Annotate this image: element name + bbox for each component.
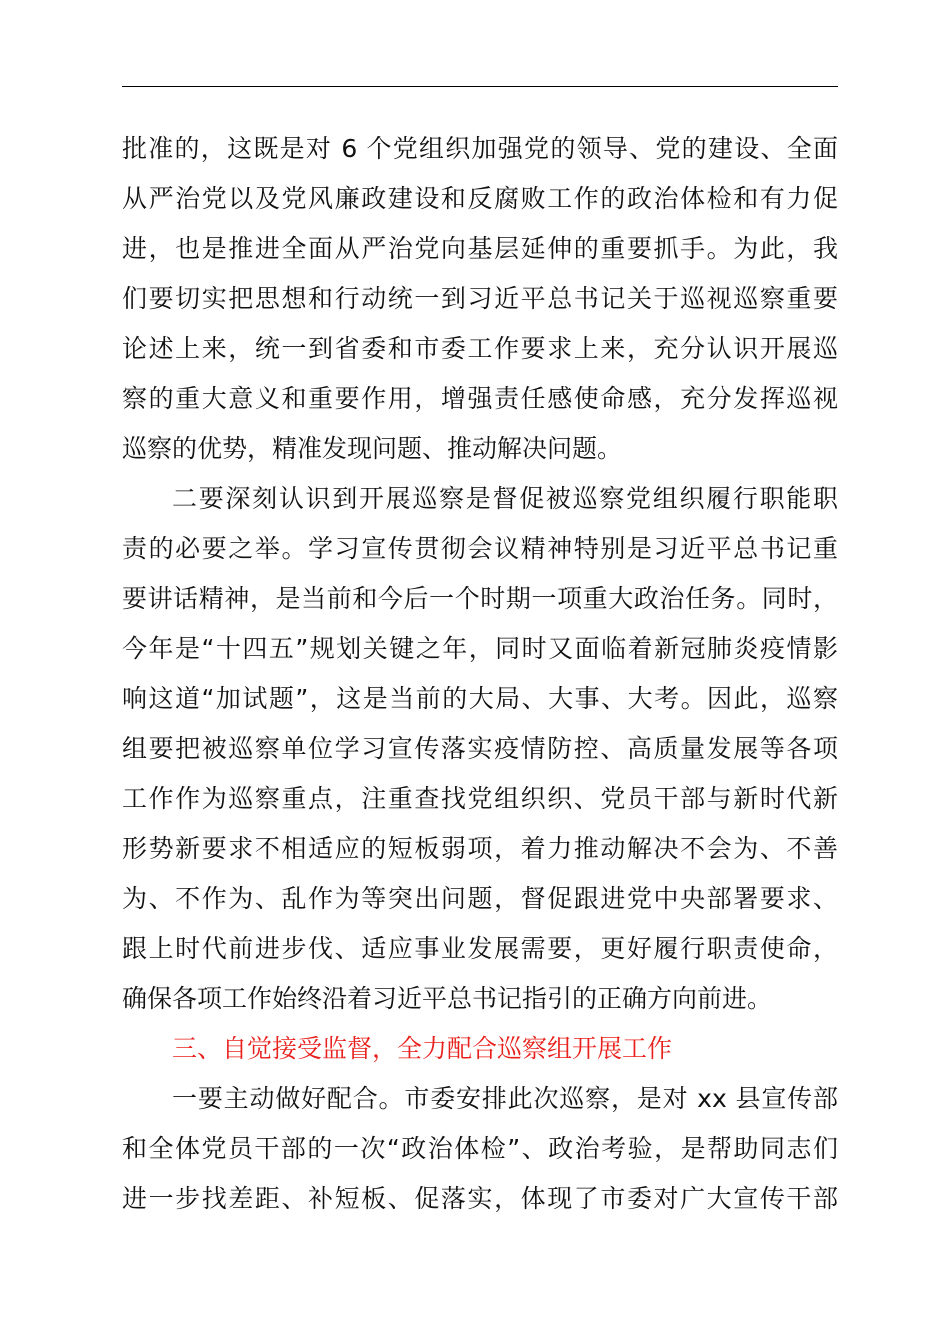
paragraph-line: 察的重大意义和重要作用，增强责任感使命感，充分发挥巡视: [122, 384, 838, 413]
paragraph-line: 形势新要求不相适应的短板弱项，着力推动解决不会为、不善: [122, 834, 838, 863]
paragraph-line: 论述上来，统一到省委和市委工作要求上来，充分认识开展巡: [122, 334, 838, 363]
paragraph-line: 要讲话精神，是当前和今后一个时期一项重大政治任务。同时，: [122, 584, 838, 613]
paragraph-line: 一要主动做好配合。市委安排此次巡察，是对 xx 县宣传部: [172, 1084, 838, 1113]
paragraph-line: 进一步找差距、补短板、促落实，体现了市委对广大宣传干部: [122, 1184, 838, 1213]
paragraph-line: 组要把被巡察单位学习宣传落实疫情防控、高质量发展等各项: [122, 734, 838, 763]
paragraph-line: 进，也是推进全面从严治党向基层延伸的重要抓手。为此，我: [122, 234, 838, 263]
paragraph-line: 跟上时代前进步伐、适应事业发展需要，更好履行职责使命，: [122, 934, 838, 963]
paragraph-line: 工作作为巡察重点，注重查找党组织织、党员干部与新时代新: [122, 784, 838, 813]
paragraph-line: 从严治党以及党风廉政建设和反腐败工作的政治体检和有力促: [122, 184, 838, 213]
header-rule: [122, 86, 838, 87]
paragraph-line: 责的必要之举。学习宣传贯彻会议精神特别是习近平总书记重: [122, 534, 838, 563]
paragraph-line: 确保各项工作始终沿着习近平总书记指引的正确方向前进。: [122, 984, 773, 1013]
paragraph-line: 巡察的优势，精准发现问题、推动解决问题。: [122, 434, 623, 463]
paragraph-line: 响这道“加试题”，这是当前的大局、大事、大考。因此，巡察: [122, 684, 838, 713]
paragraph-line: 批准的，这既是对 6 个党组织加强党的领导、党的建设、全面: [122, 134, 838, 163]
section-heading: 三、自觉接受监督，全力配合巡察组开展工作: [172, 1034, 673, 1063]
paragraph-line: 二要深刻认识到开展巡察是督促被巡察党组织履行职能职: [172, 484, 838, 513]
paragraph-line: 们要切实把思想和行动统一到习近平总书记关于巡视巡察重要: [122, 284, 838, 313]
paragraph-line: 和全体党员干部的一次“政治体检”、政治考验，是帮助同志们: [122, 1134, 838, 1163]
document-body: [122, 124, 838, 1224]
paragraph-line: 为、不作为、乱作为等突出问题，督促跟进党中央部署要求、: [122, 884, 838, 913]
paragraph-line: 今年是“十四五”规划关键之年，同时又面临着新冠肺炎疫情影: [122, 634, 838, 663]
